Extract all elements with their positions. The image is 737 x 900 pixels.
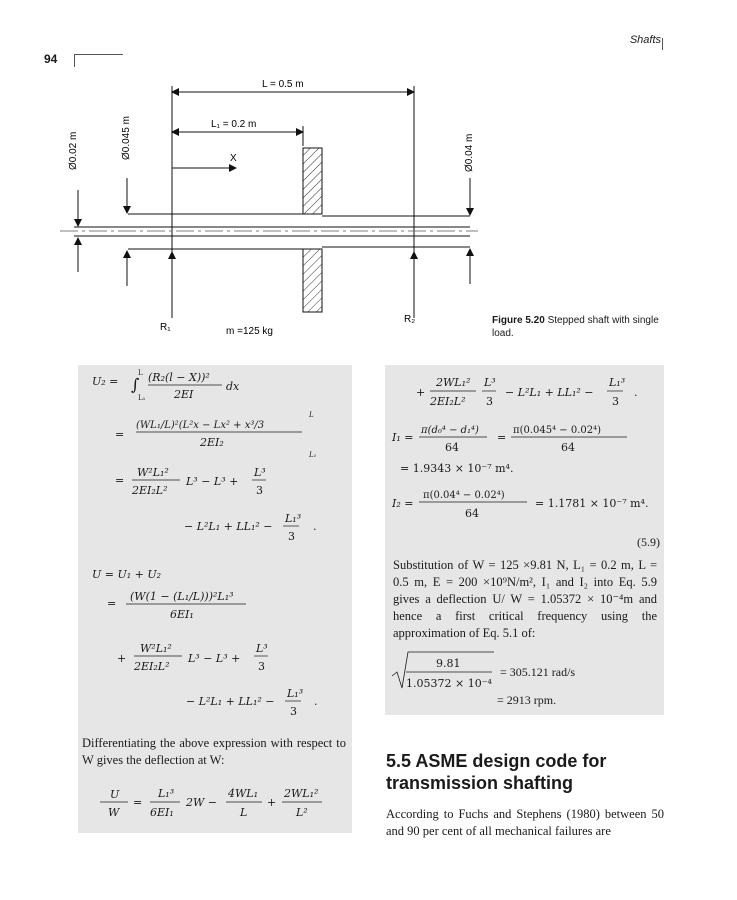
eq9-lhs-den: W xyxy=(108,806,120,819)
eq2-eq: = xyxy=(115,428,125,441)
eq3-frac-den: 3 xyxy=(256,484,263,497)
label-L: L = 0.5 m xyxy=(262,79,304,90)
eq1-lower: L₁ xyxy=(138,394,146,402)
eq8-end: . xyxy=(314,695,318,708)
eq3-body: L³ − L³ + xyxy=(186,475,239,488)
eq7-plus: + xyxy=(117,652,127,665)
eq9-eq: = xyxy=(133,796,143,809)
eq7-num: W²L₁² xyxy=(140,642,172,655)
eq7-frac-den: 3 xyxy=(258,660,265,673)
r4-den: 64 xyxy=(465,507,479,520)
sqrt-result: = 305.121 rad/s xyxy=(500,665,576,679)
page-number: 94 xyxy=(44,52,58,66)
r4-num: π(0.04⁴ − 0.02⁴) xyxy=(423,490,505,501)
eq9-mid: 2W − xyxy=(186,796,218,809)
r2-b-num: π(0.045⁴ − 0.02⁴) xyxy=(513,425,602,436)
r2-b-den: 64 xyxy=(561,441,575,454)
eq3-num: W²L₁² xyxy=(137,466,169,479)
eq3-eq: = xyxy=(115,474,125,487)
eq7-frac-num: L³ xyxy=(256,642,268,655)
eq6-den: 6EI₁ xyxy=(170,608,194,621)
eq6-eq: = xyxy=(107,597,117,610)
eq2-upper: L xyxy=(309,411,314,419)
r2-eq: = xyxy=(497,431,507,444)
r3: = 1.9343 × 10⁻⁷ m⁴. xyxy=(400,462,514,475)
eq9-c-den: L² xyxy=(296,806,308,819)
figure-caption-label: Figure 5.20 xyxy=(492,315,545,326)
eq8-body: − L²L₁ + LL₁² − xyxy=(186,695,275,708)
equation-number: (5.9) xyxy=(637,535,660,549)
eq9-a-num: L₁³ xyxy=(158,787,175,800)
eq9-c-num: 2WL₁² xyxy=(284,787,319,800)
figure-caption-text: Stepped shaft with single load. xyxy=(492,315,659,339)
eq7-den: 2EI₂L² xyxy=(134,660,170,673)
sqrt-den: 1.05372 × 10⁻⁴ xyxy=(406,677,492,690)
left-prose: Differentiating the above expression with respect to W gives the deflection at W: xyxy=(82,736,346,767)
label-dia-002: Ø0.02 m xyxy=(68,131,79,170)
eq1-upper: L xyxy=(138,369,143,377)
r1-b-den: 3 xyxy=(486,395,493,408)
r1-plus: + xyxy=(416,386,426,399)
eq2-num: (WL₁/L)²(L²x − Lx² + x³/3 xyxy=(136,420,265,431)
label-x: X xyxy=(230,153,237,164)
label-r2: R₂ xyxy=(404,314,416,325)
r1-a-den: 2EI₂L² xyxy=(430,395,466,408)
r2-a-den: 64 xyxy=(445,441,459,454)
eq1-den: 2EI xyxy=(174,388,194,401)
eq9-a-den: 6EI₁ xyxy=(150,806,174,819)
label-L1: L₁ = 0.2 m xyxy=(211,119,257,130)
r1-end: . xyxy=(634,386,638,399)
eq4-frac-den: 3 xyxy=(288,530,295,543)
r4-rhs: = 1.1781 × 10⁻⁷ m⁴. xyxy=(535,497,649,510)
sqrt-num: 9.81 xyxy=(436,657,461,670)
eq3-den: 2EI₂L² xyxy=(132,484,168,497)
eq8-frac-den: 3 xyxy=(290,705,297,718)
eq3-frac-num: L³ xyxy=(254,466,266,479)
r2-a-num: π(d₀⁴ − d₁⁴) xyxy=(421,425,479,436)
r1-b-num: L³ xyxy=(484,376,496,389)
label-dia-0045: Ø0.045 m xyxy=(121,116,132,160)
r4-lhs: I₂ = xyxy=(392,497,414,510)
eq4-end: . xyxy=(313,520,317,533)
r2-lhs: I₁ = xyxy=(392,431,414,444)
eq9-b-den: L xyxy=(240,806,248,819)
eq1-num: (R₂(l − X))² xyxy=(148,371,210,384)
eq9-plus: + xyxy=(267,796,277,809)
right-prose: Substitution of W = 125 ×9.81 N, L₁ = 0.2 m, L = 0.5 m, E = 200 ×10⁹N/m², I₁ and I₂ into Eq. 5.9 gives a deflection U/ W = 1.05372 × 10⁻⁴m and hence a first critical frequency using the approximation of Eq. 5.1 of: xyxy=(393,558,657,640)
eq7-body: L³ − L³ + xyxy=(188,652,241,665)
r1-body: − L²L₁ + LL₁² − xyxy=(505,386,594,399)
eq4-body: − L²L₁ + LL₁² − xyxy=(184,520,273,533)
eq2-lower: L₁ xyxy=(309,451,317,459)
eq4-frac-num: L₁³ xyxy=(285,512,302,525)
eq9-lhs-num: U xyxy=(110,788,120,801)
r1-c-den: 3 xyxy=(612,395,619,408)
eq9-b-num: 4WL₁ xyxy=(228,787,259,800)
eq1-integral: ∫ xyxy=(131,375,140,394)
eq5: U = U₁ + U₂ xyxy=(92,568,162,581)
r1-a-num: 2WL₁² xyxy=(436,376,471,389)
eq8-frac-num: L₁³ xyxy=(287,687,304,700)
label-dia-004: Ø0.04 m xyxy=(464,133,475,172)
section-heading: 5.5 ASME design code for transmission shafting xyxy=(386,751,607,793)
eq1-lhs: U₂ = xyxy=(92,375,119,388)
label-mass: m =125 kg xyxy=(226,326,273,337)
running-head: Shafts xyxy=(629,34,661,46)
eq2-den: 2EI₂ xyxy=(200,436,224,449)
section-body: According to Fuchs and Stephens (1980) between 50 and 90 per cent of all mechanical failures are xyxy=(386,807,664,838)
label-r1: R₁ xyxy=(160,322,171,333)
r1-c-num: L₁³ xyxy=(609,376,626,389)
rpm-result: = 2913 rpm. xyxy=(497,693,557,707)
eq1-dx: dx xyxy=(226,380,240,393)
eq6-num: (W(1 − (L₁/L)))²L₁³ xyxy=(130,590,234,603)
